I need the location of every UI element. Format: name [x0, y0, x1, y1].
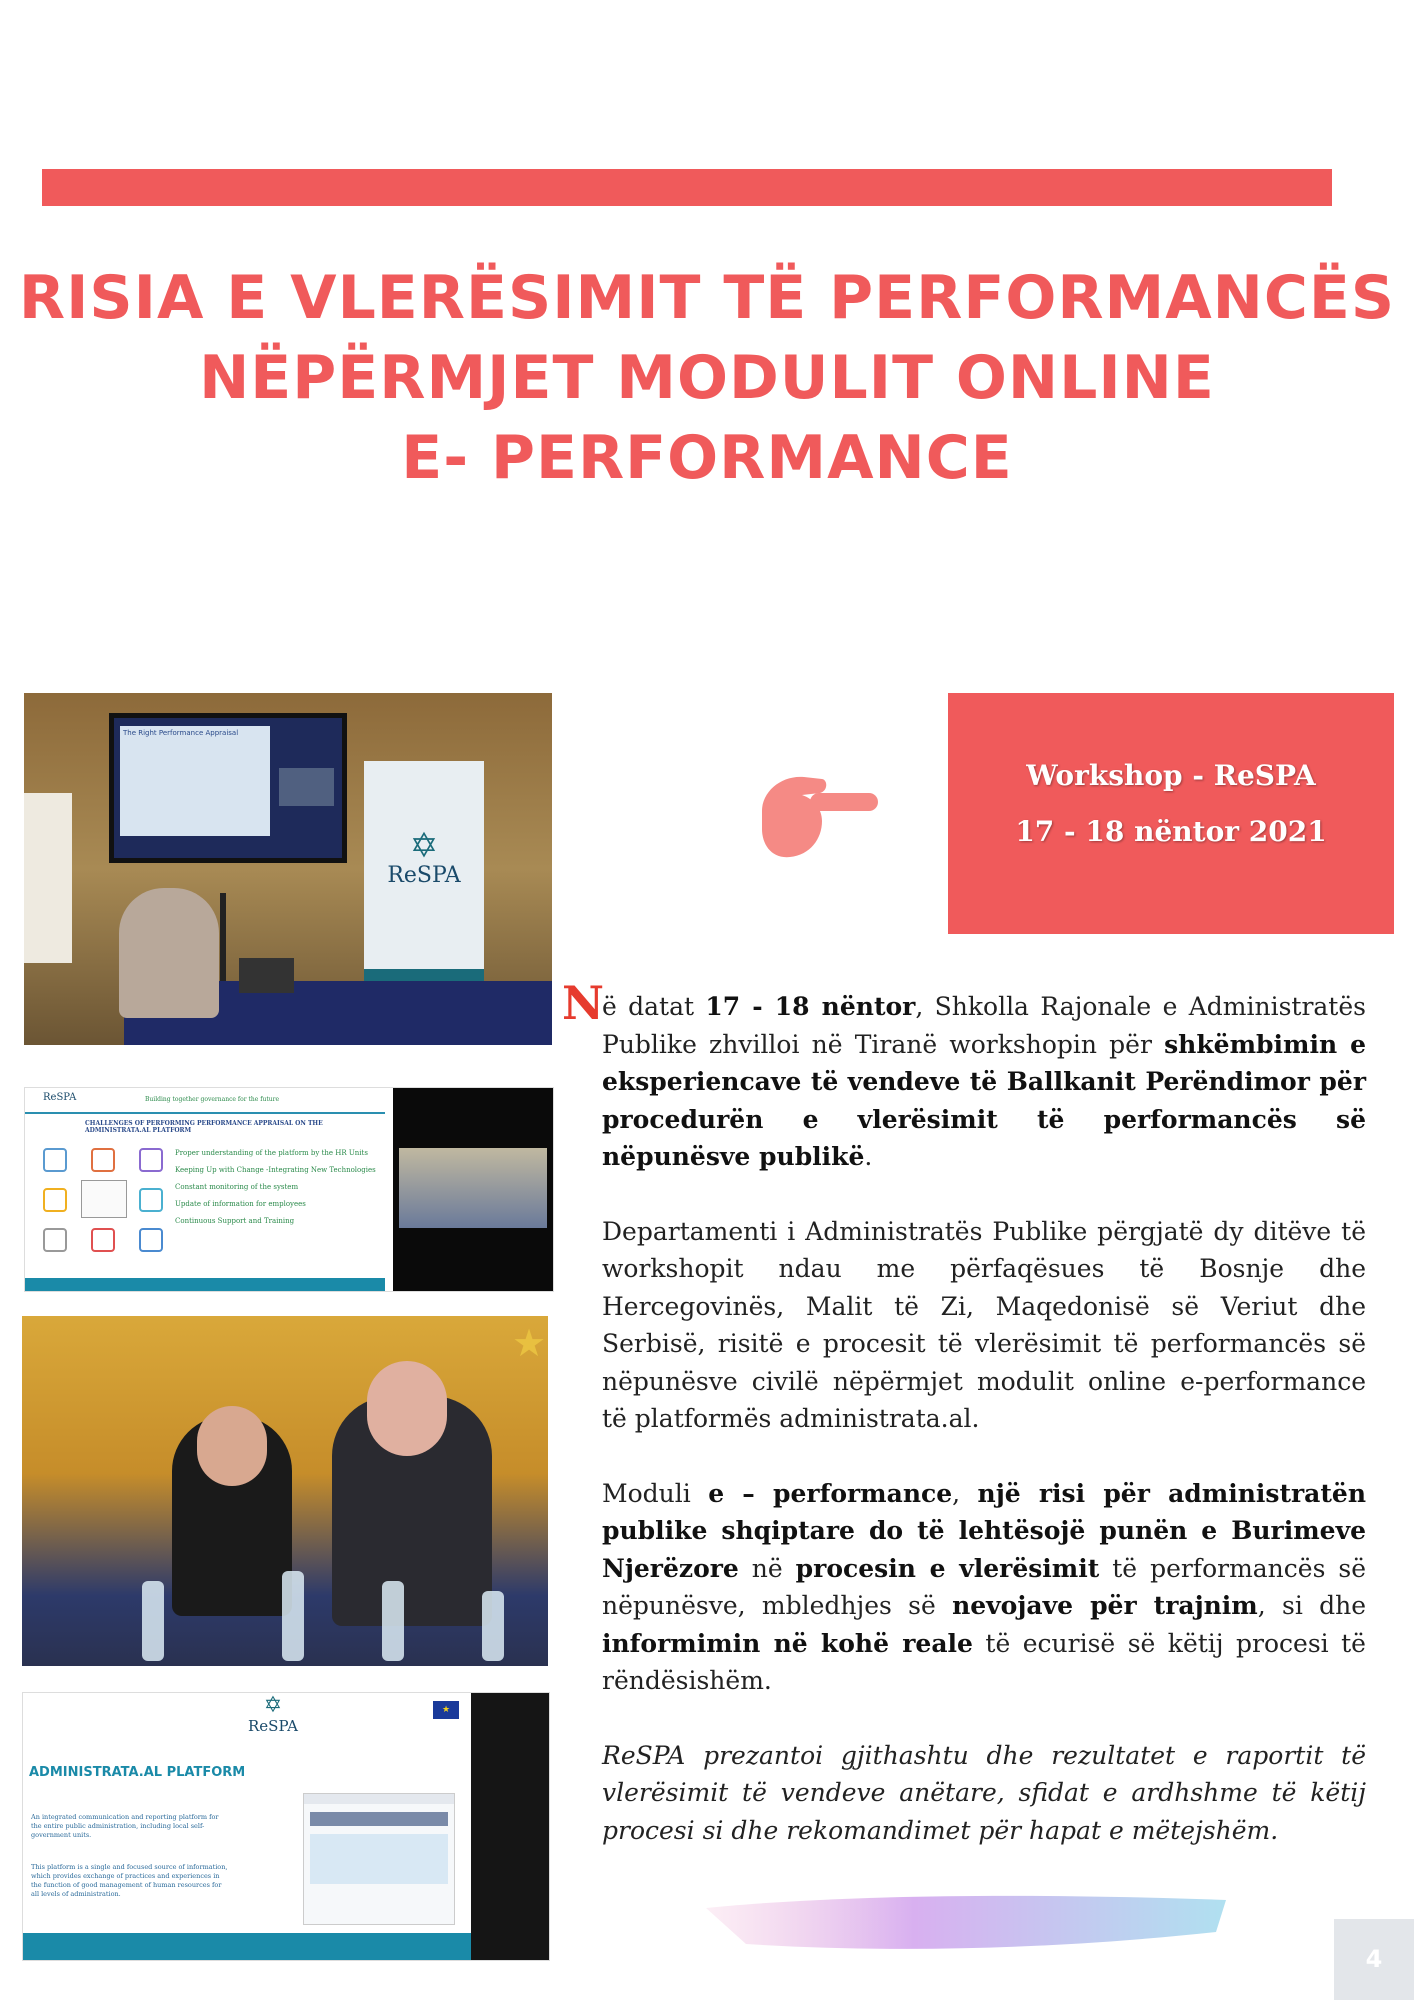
photo-workshop-room: [24, 693, 552, 1045]
respa-logo-brand: ReSPA: [248, 1717, 298, 1735]
website-screenshot: [303, 1793, 455, 1925]
p3-text: ,: [952, 1478, 978, 1508]
p3-text: të performancës së nëpunësve, mbledhjes së: [602, 1553, 1366, 1620]
website-images: [310, 1812, 448, 1826]
participants-list: [471, 1693, 549, 1960]
platform-bullet: An integrated communication and reporting platform for the entire public administration, including local self-government units.: [31, 1813, 219, 1839]
p1-text: .: [864, 1142, 873, 1171]
title-line-2: NËPËRMJET MODULIT ONLINE: [199, 343, 1215, 413]
water-bottle: [482, 1591, 504, 1661]
platform-title: ADMINISTRATA.AL PLATFORM: [29, 1765, 246, 1780]
diagram-node: [139, 1188, 163, 1212]
p3-bold: procesin e vlerësimit: [795, 1553, 1100, 1583]
screen-slide-text: The Right Performance Appraisal: [123, 729, 239, 737]
diagram-node: [43, 1188, 67, 1212]
slide-bullets: [175, 1148, 390, 1226]
workshop-title: Workshop - ReSPA: [1026, 759, 1316, 792]
article-body: [562, 976, 1367, 1886]
diagram-node: [43, 1148, 67, 1172]
slide-header: [25, 1088, 385, 1114]
water-bottles: [142, 1571, 522, 1661]
slide-brand: ReSPA: [43, 1092, 77, 1103]
slide-diagram: [43, 1144, 163, 1254]
paragraph-4: ReSPA prezantoi gjithashtu dhe rezultatet e raportit të vlerësimit të vendeve anëtare, sfidat e ardhshme të këtij procesi si dhe rekomandimet për hapat e mëtejshëm.: [602, 1740, 1366, 1845]
laptop: [239, 958, 294, 993]
slide-footer-bar: [23, 1933, 471, 1960]
p1-text: , Shkolla Rajonale e Administratës Publike zhvilloi në Tiranë workshopin për: [602, 992, 1366, 1059]
website-nav: [304, 1794, 454, 1804]
paragraph-3: [602, 1475, 1366, 1700]
website-hero: [310, 1834, 448, 1884]
p3-text: Moduli: [602, 1478, 709, 1508]
diagram-center: [81, 1180, 127, 1218]
respa-banner-brand: ReSPA: [387, 863, 461, 888]
respa-star-icon: ✡: [409, 826, 439, 866]
p3-text: në: [738, 1553, 796, 1583]
slide-bullet: Constant monitoring of the system: [175, 1183, 299, 1191]
participant-woman-face: [197, 1406, 267, 1486]
page-number: 4: [1334, 1919, 1414, 2000]
diagram-node: [139, 1228, 163, 1252]
diagram-node: [43, 1228, 67, 1252]
slide-heading: CHALLENGES OF PERFORMING PERFORMANCE APPRAISAL ON THE ADMINISTRATA.AL PLATFORM: [85, 1120, 323, 1134]
title-line-1: RISIA E VLERËSIMIT TË PERFORMANCËS: [18, 263, 1396, 333]
water-bottle: [142, 1581, 164, 1661]
slide-bullet: Continuous Support and Training: [175, 1217, 295, 1225]
workshop-callout: [948, 693, 1394, 934]
star-icon: ★: [512, 1321, 547, 1365]
presenter: [119, 888, 219, 1018]
p3-bold: një risi për administratën publike shqiptare do të lehtësojë punën e Burimeve Njerëzore: [602, 1478, 1367, 1583]
slide-tagline: Building together governance for the future: [145, 1096, 280, 1103]
drop-cap: N: [562, 976, 605, 1030]
page-title: [0, 258, 1414, 498]
p1-bold: 17 - 18 nëntor: [705, 992, 916, 1021]
screen-video-tile: [279, 768, 334, 806]
p3-text: , si dhe: [1257, 1591, 1367, 1620]
respa-logo: [248, 1695, 298, 1735]
pointing-hand-icon: [752, 765, 880, 863]
p3-text: të ecurisë së këtij procesi të rëndësishëm.: [602, 1628, 1366, 1695]
slide-bullet: Proper understanding of the platform by the HR Units: [175, 1149, 368, 1157]
p1-text: ë datat: [602, 992, 706, 1021]
photo-platform-slide: [22, 1692, 550, 1961]
slide-bullet: Update of information for employees: [175, 1200, 306, 1208]
screen-slide: [120, 726, 270, 836]
p1-bold: shkëmbimin e eksperiencave të vendeve të Ballkanit Perëndimor për procedurën e vlerësimit të performancës së nëpunësve publikë: [602, 1029, 1366, 1171]
photo-panel-participants: [22, 1316, 548, 1666]
slide-bullet: Keeping Up with Change -Integrating New Technologies: [175, 1166, 376, 1174]
diagram-node: [91, 1228, 115, 1252]
paragraph-2: Departamenti i Administratës Publike përgjatë dy ditëve të workshopit ndau me përfaqësues të Bosnje dhe Hercegovinës, Malit të Zi, Maqedonisë së Veriut dhe Serbisë, risitë e procesit të vlerësimit të performancës së nëpunësve civilë nëpërmjet modulit online e-performance të platformës administrata.al.: [602, 1216, 1366, 1433]
paragraph-1: [562, 976, 1366, 1176]
water-bottle: [282, 1571, 304, 1661]
display-screen: [109, 713, 347, 863]
p3-bold: nevojave për trajnim: [952, 1591, 1258, 1620]
video-panel: [393, 1088, 553, 1291]
participant-man-face: [367, 1361, 447, 1456]
platform-bullet: This platform is a single and focused source of information, which provides exchange of practices and experiences in the function of good management of human resources for all levels of administration.: [31, 1863, 228, 1898]
top-accent-bar: [42, 169, 1332, 206]
whiteboard: [24, 793, 72, 963]
p3-bold: informimin në kohë reale: [602, 1628, 973, 1658]
brush-stroke-decoration: [706, 1888, 1226, 1958]
slide-footer: [25, 1278, 385, 1291]
eu-flag: ★: [433, 1701, 459, 1719]
video-tile: [399, 1148, 547, 1228]
respa-logo-star-icon: ✡: [263, 1693, 283, 1718]
title-line-3: E- PERFORMANCE: [401, 423, 1013, 493]
workshop-date: 17 - 18 nëntor 2021: [1015, 815, 1327, 848]
water-bottle: [382, 1581, 404, 1661]
photo-slide-challenges: [24, 1087, 554, 1292]
diagram-node: [139, 1148, 163, 1172]
p3-bold: e – performance: [708, 1478, 953, 1508]
diagram-node: [91, 1148, 115, 1172]
